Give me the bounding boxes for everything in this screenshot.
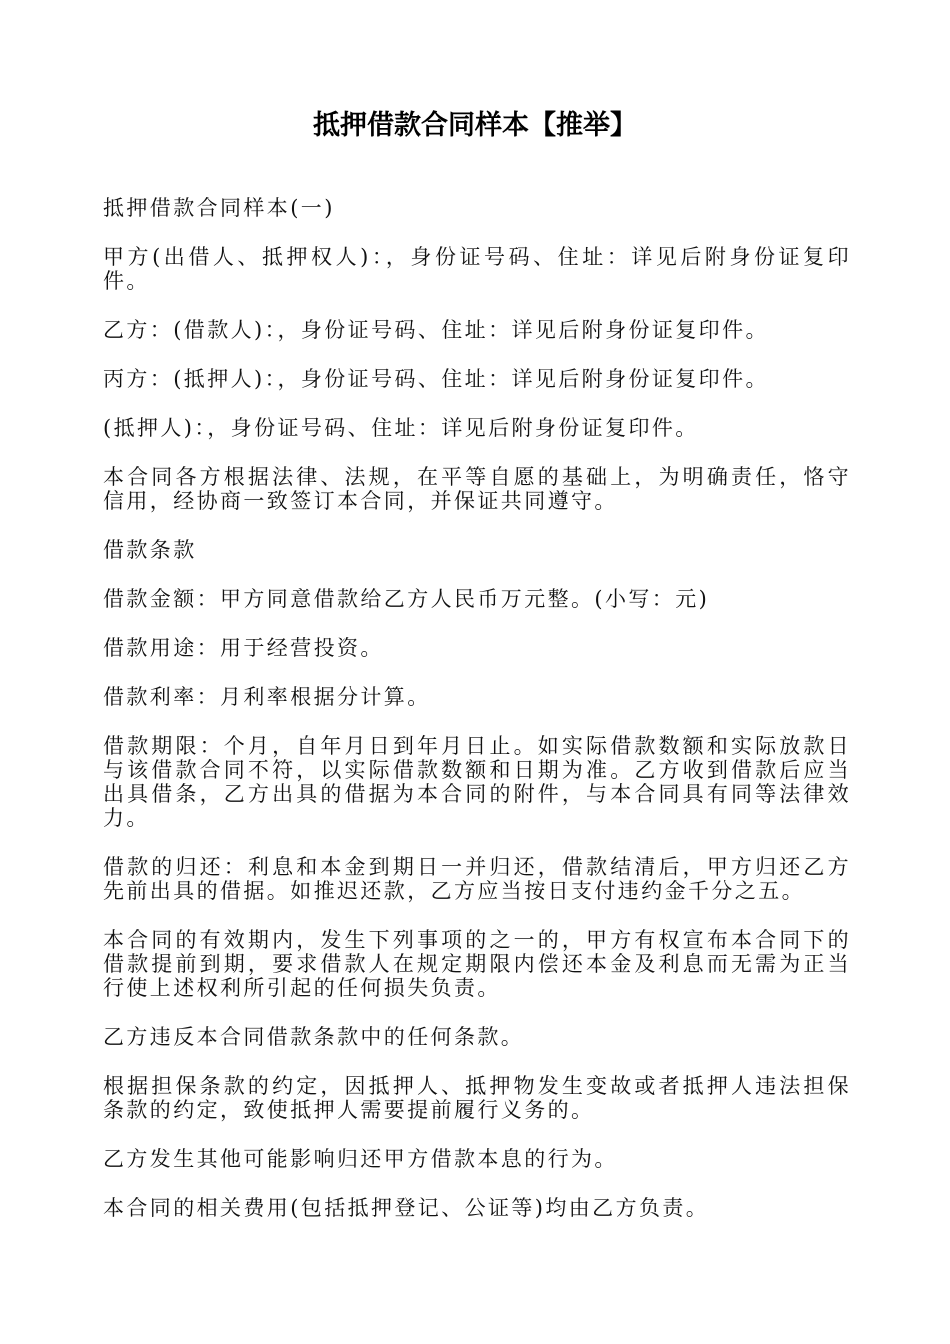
document-body <box>103 196 851 1245</box>
paragraph-preamble: 本合同各方根据法律、法规，在平等自愿的基础上，为明确责任，恪守信用，经协商一致签订本合同，并保证共同遵守。 <box>103 465 851 513</box>
paragraph-loan-term: 借款期限：个月，自年月日到年月日止。如实际借款数额和实际放款日与该借款合同不符，以实际借款数额和日期为准。乙方收到借款后应当出具借条，乙方出具的借据为本合同的附件，与本合同具有同等法律效力。 <box>103 734 851 830</box>
paragraph-heading-sample-one: 抵押借款合同样本(一) <box>103 196 335 220</box>
paragraph-acceleration: 本合同的有效期内，发生下列事项的之一的，甲方有权宣布本合同下的借款提前到期，要求借款人在规定期限内偿还本金及利息而无需为正当行使上述权利所引起的任何损失负责。 <box>103 928 851 1000</box>
paragraph-guarantee-clause: 根据担保条款的约定，因抵押人、抵押物发生变故或者抵押人违法担保条款的约定，致使抵押人需要提前履行义务的。 <box>103 1074 851 1122</box>
paragraph-other-conduct: 乙方发生其他可能影响归还甲方借款本息的行为。 <box>103 1147 618 1171</box>
paragraph-loan-amount: 借款金额：甲方同意借款给乙方人民币万元整。(小写：元) <box>103 587 710 611</box>
paragraph-fees: 本合同的相关费用(包括抵押登记、公证等)均由乙方负责。 <box>103 1196 710 1220</box>
paragraph-breach-clause: 乙方违反本合同借款条款中的任何条款。 <box>103 1025 525 1049</box>
paragraph-section-loan-terms: 借款条款 <box>103 538 197 562</box>
paragraph-loan-purpose: 借款用途：用于经营投资。 <box>103 636 384 660</box>
paragraph-party-c: 丙方：(抵押人)：，身份证号码、住址：详见后附身份证复印件。 <box>103 367 769 391</box>
paragraph-party-a: 甲方(出借人、抵押权人)：，身份证号码、住址：详见后附身份证复印件。 <box>103 245 851 293</box>
paragraph-party-b: 乙方：(借款人)：，身份证号码、住址：详见后附身份证复印件。 <box>103 318 769 342</box>
paragraph-mortgagor: (抵押人)：，身份证号码、住址：详见后附身份证复印件。 <box>103 416 699 440</box>
paragraph-loan-repayment: 借款的归还：利息和本金到期日一并归还，借款结清后，甲方归还乙方先前出具的借据。如推迟还款，乙方应当按日支付违约金千分之五。 <box>103 855 851 903</box>
paragraph-loan-rate: 借款利率：月利率根据分计算。 <box>103 685 431 709</box>
document-title: 抵押借款合同样本【推举】 <box>313 110 637 141</box>
